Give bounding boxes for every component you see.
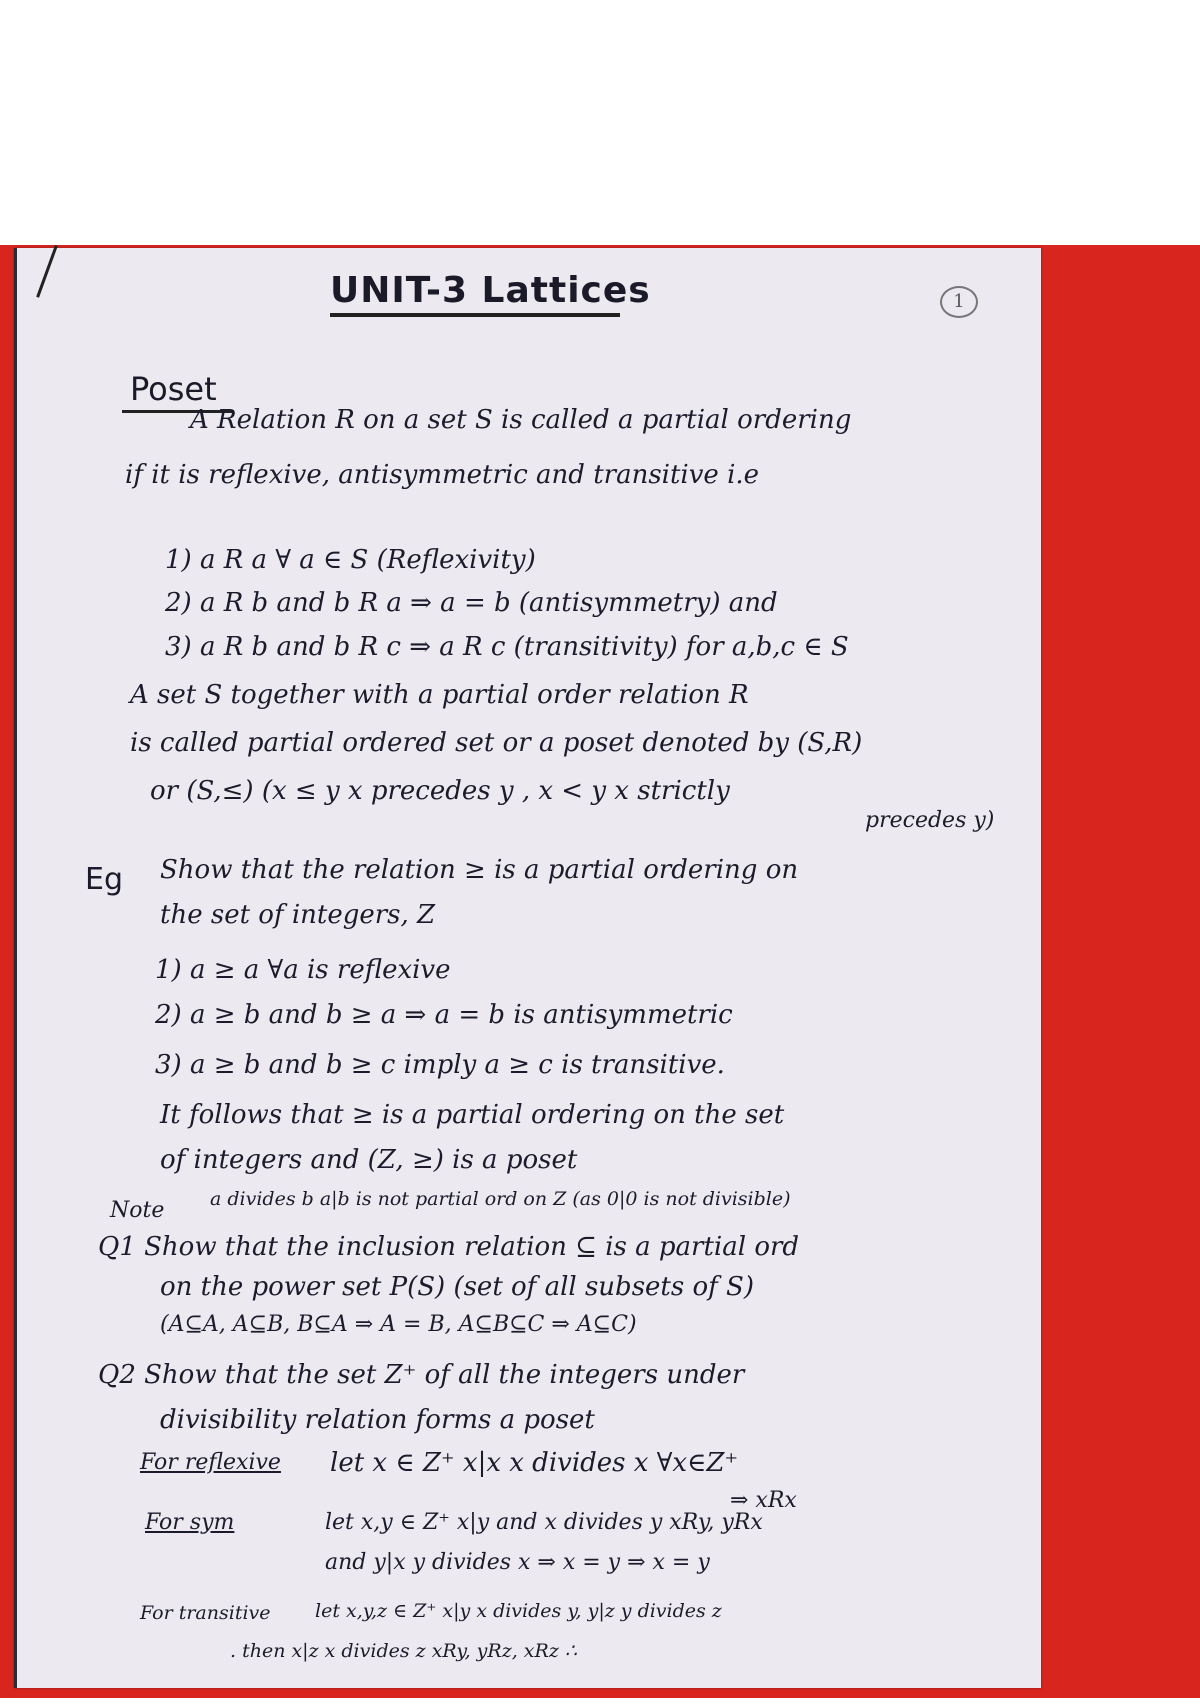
notation-line: or (S,≤) (x ≤ y x precedes y , x < y x strictly [150,776,730,806]
proof-line: . then x|z x divides z xRy, yRz, xRz ∴ [230,1640,577,1662]
note-label: Note [110,1198,165,1223]
question-line: Q2 Show that the set Z⁺ of all the integers under [98,1360,745,1390]
proof-line: let x,y ∈ Z⁺ x|y and x divides y xRy, yRx [325,1510,763,1535]
proof-label: For transitive [140,1602,271,1624]
property-line: 2) a R b and b R a ⇒ a = b (antisymmetry) and [165,588,778,618]
question-line: (A⊆A, A⊆B, B⊆A ⇒ A = B, A⊆B⊆C ⇒ A⊆C) [160,1312,637,1337]
note-line: a divides b a|b is not partial ord on Z (as 0|0 is not divisible) [210,1188,791,1210]
title-underline [330,313,620,317]
example-step: 1) a ≥ a ∀a is reflexive [155,955,451,985]
question-line: Q1 Show that the inclusion relation ⊆ is a partial ord [98,1232,800,1262]
property-line: 1) a R a ∀ a ∈ S (Reflexivity) [165,545,536,575]
notation-line: precedes y) [865,808,995,833]
proof-line: let x,y,z ∈ Z⁺ x|y x divides y, y|z y divides z [315,1600,722,1622]
definition-line: A Relation R on a set S is called a partial ordering [190,405,852,435]
conclusion-line: It follows that ≥ is a partial ordering on the set [160,1100,785,1130]
example-line: the set of integers, Z [160,900,436,930]
example-step: 3) a ≥ b and b ≥ c imply a ≥ c is transitive. [155,1050,725,1080]
proof-line: ⇒ xRx [730,1488,797,1513]
conclusion-line: of integers and (Z, ≥) is a poset [160,1145,578,1175]
proof-label: For reflexive [140,1450,281,1475]
proof-line: let x ∈ Z⁺ x|x x divides x ∀x∈Z⁺ [330,1448,739,1478]
section-heading: Poset [130,370,217,408]
proof-label: For sym [145,1510,235,1535]
example-step: 2) a ≥ b and b ≥ a ⇒ a = b is antisymmetric [155,1000,733,1030]
example-line: Show that the relation ≥ is a partial ordering on [160,855,799,885]
example-label: Eg [85,862,123,897]
page-title: UNIT-3 Lattices [330,270,651,311]
property-line: 3) a R b and b R c ⇒ a R c (transitivity) for a,b,c ∈ S [165,632,849,662]
definition-line: A set S together with a partial order relation R [130,680,749,710]
page-number: 1 [940,286,978,318]
question-line: on the power set P(S) (set of all subsets of S) [160,1272,754,1302]
definition-line: if it is reflexive, antisymmetric and transitive i.e [125,460,760,490]
definition-line: is called partial ordered set or a poset denoted by (S,R) [130,728,863,758]
question-line: divisibility relation forms a poset [160,1405,595,1435]
proof-line: and y|x y divides x ⇒ x = y ⇒ x = y [325,1550,710,1575]
